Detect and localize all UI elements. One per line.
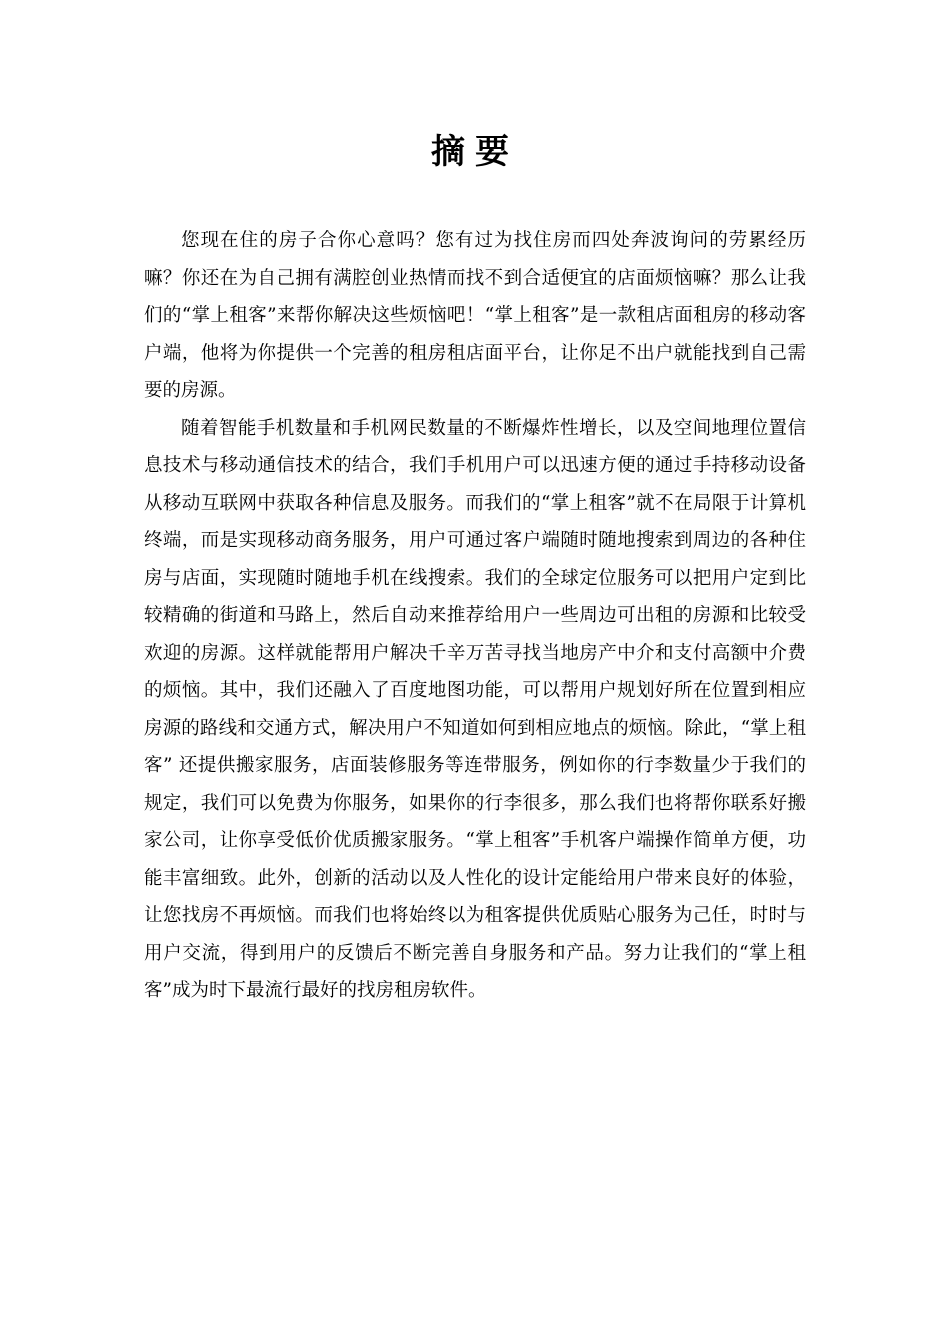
abstract-paragraph-2: 随着智能手机数量和手机网民数量的不断爆炸性增长，以及空间地理位置信息技术与移动通信技术的结合，我们手机用户可以迅速方便的通过手持移动设备从移动互联网中获取各种信息及服务。而我们的“掌上租客”就不在局限于计算机终端，而是实现移动商务服务，用户可通过客户端随时随地搜索到周边的各种住房与店面，实现随时随地手机在线搜索。我们的全球定位服务可以把用户定到比较精确的街道和马路上，然后自动来推荐给用户一些周边可出租的房源和比较受欢迎的房源。这样就能帮用户解决千辛万苦寻找当地房产中介和支付高额中介费的烦恼。其中，我们还融入了百度地图功能，可以帮用户规划好所在位置到相应房源的路线和交通方式，解决用户不知道如何到相应地点的烦恼。除此，“掌上租客” 还提供搬家服务，店面装修服务等连带服务，例如你的行李数量少于我们的规定，我们可以免费为你服务，如果你的行李很多，那么我们也将帮你联系好搬家公司，让你享受低价优质搬家服务。“掌上租客”手机客户端操作简单方便，功能丰富细致。此外，创新的活动以及人性化的设计定能给用户带来良好的体验，让您找房不再烦恼。而我们也将始终以为租客提供优质贴心服务为己任，时时与用户交流，得到用户的反馈后不断完善自身服务和产品。努力让我们的“掌上租客”成为时下最流行最好的找房租房软件。: [144, 417, 806, 1001]
abstract-paragraph-1: 您现在住的房子合你心意吗？您有过为找住房而四处奔波询问的劳累经历嘛？你还在为自己拥有满腔创业热情而找不到合适便宜的店面烦恼嘛？那么让我们的“掌上租客”来帮你解决这些烦恼吧！“掌上租客”是一款租店面租房的移动客户端，他将为你提供一个完善的租房租店面平台，让你足不出户就能找到自己需要的房源。: [144, 230, 806, 401]
abstract-body: [144, 222, 806, 1010]
page-title: 摘要: [431, 132, 519, 172]
